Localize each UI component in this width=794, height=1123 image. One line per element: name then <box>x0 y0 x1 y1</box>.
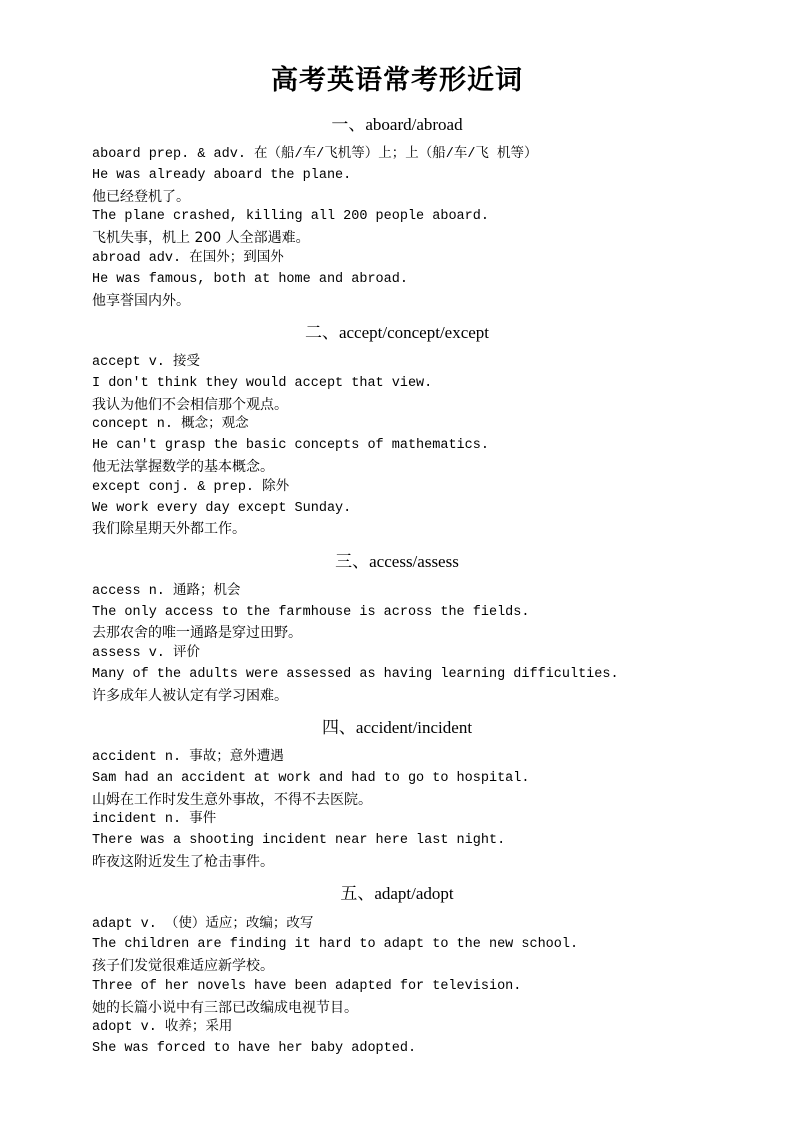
word-definition: incident n. 事件 <box>92 812 217 827</box>
example-sentence: Sam had an accident at work and had to go to hospital. <box>92 771 530 786</box>
example-sentence: She was forced to have her baby adopted. <box>92 1041 417 1056</box>
example-translation: 他无法掌握数学的基本概念。 <box>92 459 274 475</box>
section-heading: 三、access/assess <box>335 552 459 571</box>
word-definition: aboard prep. & adv. 在（船/车/飞机等）上；上（船/车/飞 机等） <box>92 147 538 162</box>
example-translation: 我们除星期天外都工作。 <box>92 521 246 537</box>
example-translation: 他享誉国内外。 <box>92 293 190 309</box>
example-sentence: We work every day except Sunday. <box>92 501 352 516</box>
word-definition: access n. 通路；机会 <box>92 584 241 599</box>
example-translation: 飞机失事，机上 200 人全部遇难。 <box>92 230 310 246</box>
example-sentence: He was already aboard the plane. <box>92 168 352 183</box>
example-translation: 孩子们发觉很难适应新学校。 <box>92 958 274 974</box>
word-definition: except conj. & prep. 除外 <box>92 480 290 495</box>
word-definition: adopt v. 收养；采用 <box>92 1020 233 1035</box>
word-definition: adapt v. （使）适应；改编；改写 <box>92 917 314 932</box>
example-sentence: He can't grasp the basic concepts of mathematics. <box>92 438 489 453</box>
word-definition: concept n. 概念；观念 <box>92 417 249 432</box>
section-heading: 一、aboard/abroad <box>331 115 463 134</box>
word-definition: assess v. 评价 <box>92 646 201 661</box>
example-translation: 她的长篇小说中有三部已改编成电视节目。 <box>92 1000 358 1016</box>
example-translation: 许多成年人被认定有学习困难。 <box>92 688 288 704</box>
page-title: 高考英语常考形近词 <box>271 65 523 96</box>
example-sentence: There was a shooting incident near here last night. <box>92 833 506 848</box>
example-translation: 他已经登机了。 <box>92 189 190 205</box>
example-sentence: Many of the adults were assessed as having learning difficulties. <box>92 667 619 682</box>
example-sentence: He was famous, both at home and abroad. <box>92 272 408 287</box>
example-translation: 昨夜这附近发生了枪击事件。 <box>92 854 274 870</box>
word-definition: accident n. 事故；意外遭遇 <box>92 750 284 765</box>
example-sentence: The plane crashed, killing all 200 people aboard. <box>92 209 489 224</box>
example-sentence: The only access to the farmhouse is across the fields. <box>92 605 530 620</box>
example-translation: 山姆在工作时发生意外事故，不得不去医院。 <box>92 792 372 808</box>
example-sentence: I don't think they would accept that view. <box>92 376 433 391</box>
section-heading: 二、accept/concept/except <box>304 323 490 342</box>
example-translation: 去那农舍的唯一通路是穿过田野。 <box>92 625 302 641</box>
example-sentence: The children are finding it hard to adapt to the new school. <box>92 937 579 952</box>
section-heading: 四、accident/incident <box>321 718 473 737</box>
word-definition: accept v. 接受 <box>92 355 201 370</box>
word-definition: abroad adv. 在国外；到国外 <box>92 251 284 266</box>
section-heading: 五、adapt/adopt <box>340 884 454 903</box>
example-sentence: Three of her novels have been adapted for television. <box>92 979 522 994</box>
example-translation: 我认为他们不会相信那个观点。 <box>92 397 288 413</box>
